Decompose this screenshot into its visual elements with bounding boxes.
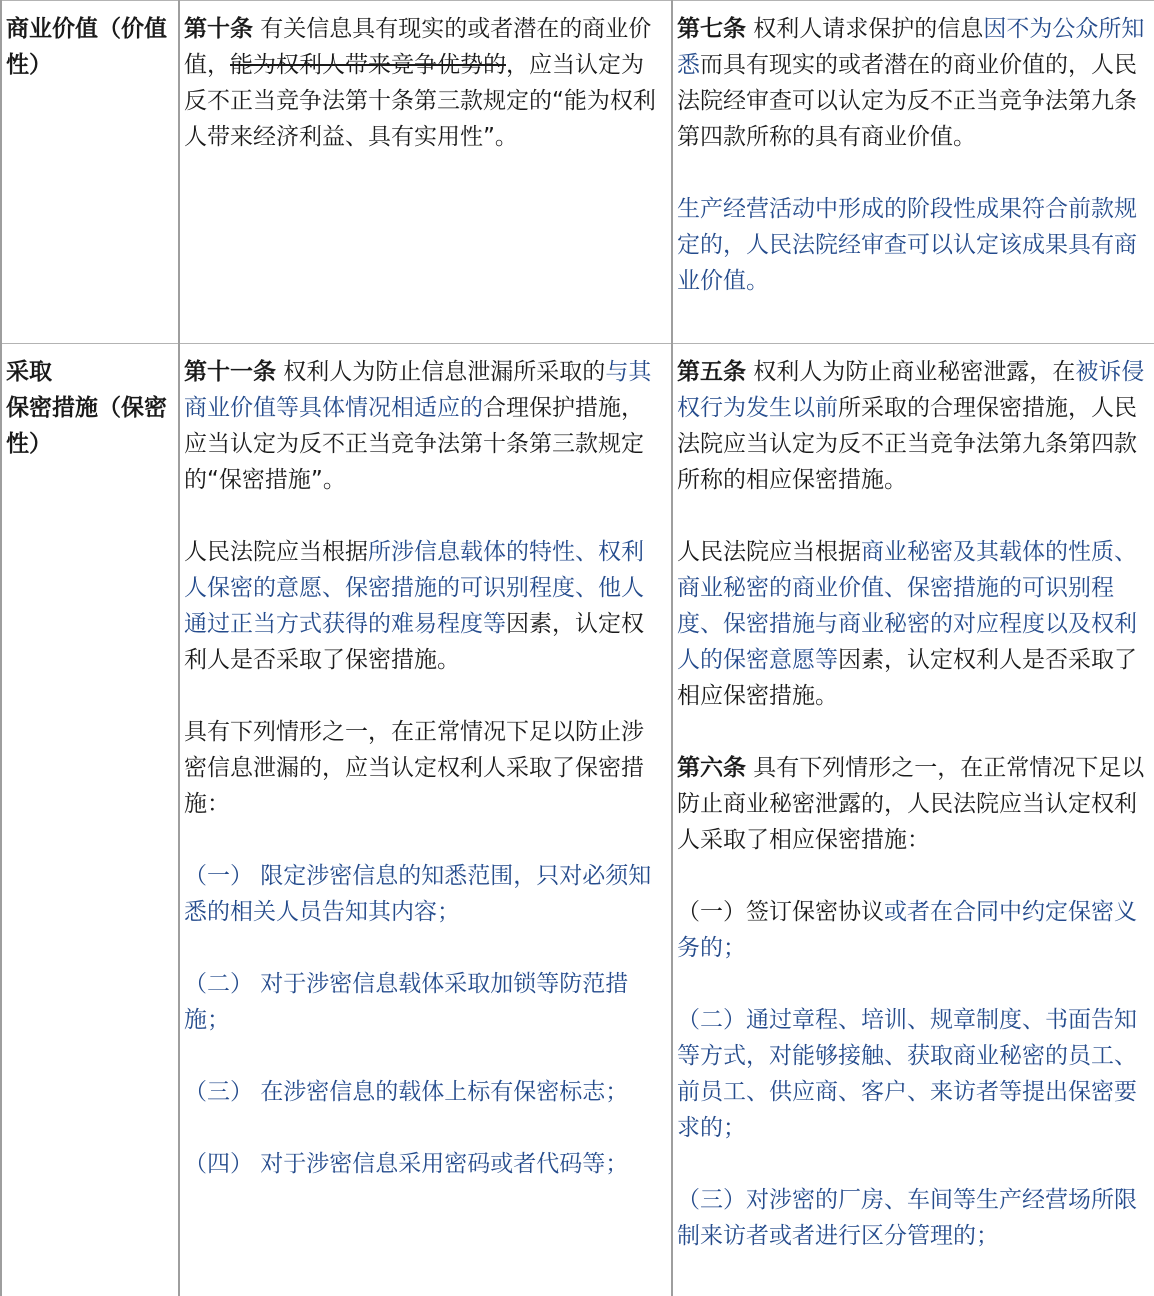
article-number: 第六条 <box>677 755 746 781</box>
category-cell <box>1 344 179 1296</box>
category-label: 保密措施（保密性） <box>6 395 167 457</box>
article-number: 第五条 <box>677 359 746 385</box>
provision-text: （一）签订保密协议 <box>677 899 884 925</box>
factors-paragraph <box>184 534 666 678</box>
provision-text: 具有下列情形之一，在正常情况下足以防止商业秘密泄露的，人民法院应当认定权利人采取了相应保密措施： <box>677 755 1144 853</box>
provision-text: 因素，认定权利人是否采取了相应保密措施。 <box>677 647 1137 709</box>
provision-text: 权利人请求保护的信息 <box>746 16 983 42</box>
table-row-confidentiality <box>1 344 1154 1296</box>
article-number: 第七条 <box>677 16 746 42</box>
old-provision-cell <box>179 1 672 344</box>
list-item: （三） 在涉密信息的载体上标有保密标志； <box>184 1074 666 1110</box>
article-number: 第十一条 <box>184 359 276 385</box>
highlighted-text: 因不为公众所知悉 <box>677 16 1144 78</box>
highlighted-text: 所涉信息载体的特性、权利人保密的意愿、保密措施的可识别程度、他人通过正当方式获得的难易程度等 <box>184 539 644 637</box>
highlighted-text: 或者在合同中约定保密义务的； <box>677 899 1137 961</box>
article-6-paragraph <box>677 750 1152 858</box>
category-label: 采取 <box>6 359 52 385</box>
article-11-paragraph <box>184 354 666 498</box>
provision-text: ，应当认定为反不正当竞争法第十条第三款规定的“能为权利人带来经济利益、具有实用性”。 <box>184 52 656 150</box>
article-5-paragraph <box>677 354 1152 498</box>
provision-text: 所采取的合理保密措施，人民法院应当认定为反不正当竞争法第九条第四款所称的相应保密措施。 <box>677 395 1137 493</box>
provision-text: 而具有现实的或者潜在的商业价值的，人民法院经审查可以认定为反不正当竞争法第九条第四款所称的具有商业价值。 <box>677 52 1137 150</box>
provision-text: 合理保护措施，应当认定为反不正当竞争法第十条第三款规定的“保密措施”。 <box>184 395 644 493</box>
highlighted-text: 被诉侵权行为发生以前 <box>677 359 1144 421</box>
list-item: （二）通过章程、培训、规章制度、书面告知等方式，对能够接触、获取商业秘密的员工、前员工、供应商、客户、来访者等提出保密要求的； <box>677 1002 1152 1146</box>
deleted-text: 能为权利人带来竞争优势的 <box>230 52 506 78</box>
list-item: （四） 对于涉密信息采用密码或者代码等； <box>184 1146 666 1182</box>
article-7-paragraph <box>677 11 1152 155</box>
factors-paragraph <box>677 534 1152 714</box>
category-label: 商业价值（价值性） <box>6 16 167 78</box>
provision-text: 权利人为防止商业秘密泄露，在 <box>746 359 1075 385</box>
highlighted-text: 商业秘密及其载体的性质、商业秘密的商业价值、保密措施的可识别程度、保密措施与商业秘密的对应程度以及权利人的保密意愿等 <box>677 539 1137 673</box>
table-row-commercial-value <box>1 1 1154 344</box>
provision-text: 人民法院应当根据 <box>677 539 861 565</box>
provision-text: 权利人为防止信息泄漏所采取的 <box>276 359 605 385</box>
new-provision-cell <box>672 1 1154 344</box>
new-provision-cell <box>672 344 1154 1296</box>
provision-text: 人民法院应当根据 <box>184 539 368 565</box>
list-item: （三）对涉密的厂房、车间等生产经营场所限制来访者或者进行区分管理的； <box>677 1182 1152 1254</box>
list-item <box>677 894 1152 966</box>
category-cell <box>1 1 179 344</box>
article-10-paragraph <box>184 11 666 155</box>
highlighted-text: 与其商业价值等具体情况相适应的 <box>184 359 651 421</box>
provision-text: 因素，认定权利人是否采取了保密措施。 <box>184 611 644 673</box>
article-number: 第十条 <box>184 16 253 42</box>
old-provision-cell <box>179 344 672 1296</box>
provision-text: 有关信息具有现实的或者潜在的商业价值， <box>184 16 651 78</box>
highlighted-paragraph: 生产经营活动中形成的阶段性成果符合前款规定的，人民法院经审查可以认定该成果具有商业价值。 <box>677 191 1152 299</box>
list-item: （一） 限定涉密信息的知悉范围，只对必须知悉的相关人员告知其内容； <box>184 858 666 930</box>
list-item: （二） 对于涉密信息载体采取加锁等防范措施； <box>184 966 666 1038</box>
situations-paragraph: 具有下列情形之一，在正常情况下足以防止涉密信息泄漏的，应当认定权利人采取了保密措施： <box>184 714 666 822</box>
